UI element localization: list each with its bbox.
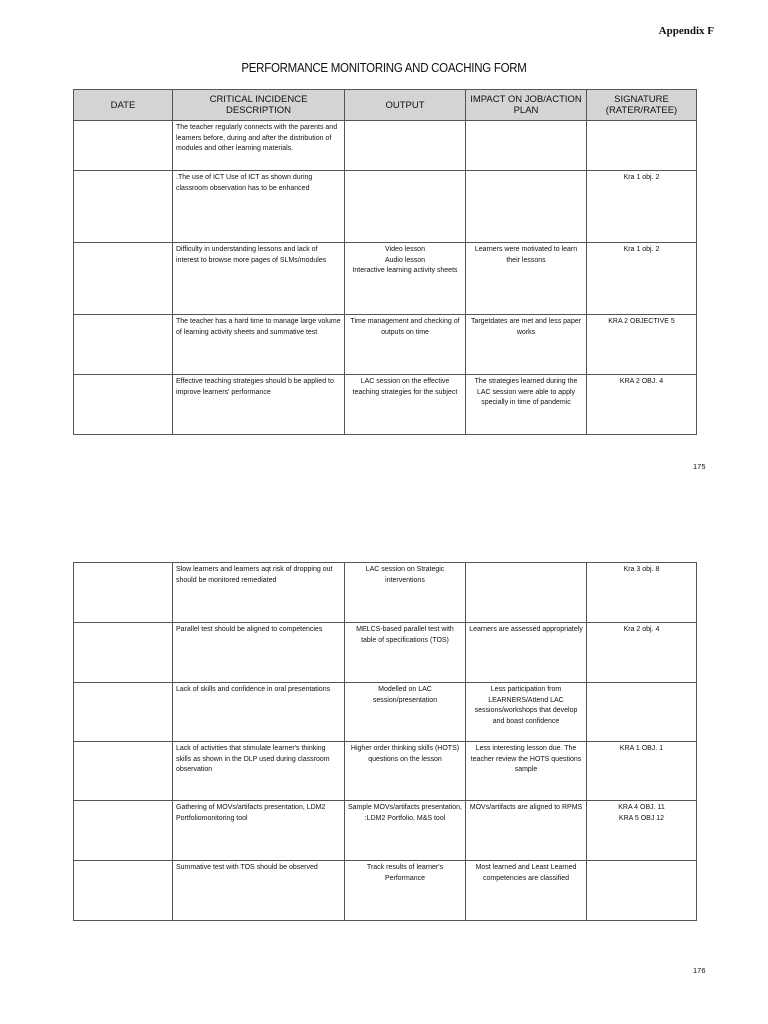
output-cell: Modelled on LAC session/presentation [345,683,466,742]
impact-cell: Less interesting lesson due. The teacher review the HOTS questions sample [466,742,587,801]
impact-cell: Learners were motivated to learn their lessons [466,243,587,315]
output-cell: Higher order thinking skills (HOTS) questions on the lesson [345,742,466,801]
signature-cell: Kra 3 obj. 8 [587,563,697,623]
header-date: DATE [74,90,173,121]
critical-cell: Effective teaching strategies should b be applied to improve learners' performance [173,375,345,435]
critical-cell: Parallel test should be aligned to competencies [173,623,345,683]
header-critical-incidence: CRITICAL INCIDENCE DESCRIPTION [173,90,345,121]
table-row [74,375,697,435]
critical-cell: Lack of activities that stimulate learner's thinking skills as shown in the DLP used during classroom observation [173,742,345,801]
signature-cell: Kra 2 obj. 4 [587,623,697,683]
date-cell [74,243,173,315]
impact-cell: Most learned and Least Learned competencies are classified [466,861,587,921]
signature-cell: KRA 4 OBJ. 11 KRA 5 OBJ 12 [587,801,697,861]
table-row [74,801,697,861]
date-cell [74,171,173,243]
date-cell [74,742,173,801]
date-cell [74,563,173,623]
table-row [74,315,697,375]
signature-cell: Kra 1 obj. 2 [587,171,697,243]
critical-cell: The teacher has a hard time to manage large volume of learning activity sheets and summative test [173,315,345,375]
date-cell [74,801,173,861]
impact-cell [466,121,587,171]
monitoring-table-page-1 [73,89,697,435]
critical-cell: Summative test with TOS should be observed [173,861,345,921]
signature-cell [587,121,697,171]
table-row [74,243,697,315]
impact-cell [466,563,587,623]
output-cell: LAC session on Strategic interventions [345,563,466,623]
table-row [74,171,697,243]
monitoring-table-page-2 [73,562,697,921]
table-row [74,742,697,801]
impact-cell [466,171,587,243]
critical-cell: Lack of skills and confidence in oral presentations [173,683,345,742]
impact-cell: The strategies learned during the LAC session were able to apply specially in time of pandemic [466,375,587,435]
table-row [74,623,697,683]
table-row [74,563,697,623]
date-cell [74,315,173,375]
date-cell [74,375,173,435]
output-cell: LAC session on the effective teaching strategies for the subject [345,375,466,435]
table-row [74,683,697,742]
output-cell: Sample MOVs/artifacts presentation, :LDM2 Portfolio, M&S tool [345,801,466,861]
signature-cell: KRA 2 OBJECTIVE 5 [587,315,697,375]
header-impact: IMPACT ON JOB/ACTION PLAN [466,90,587,121]
output-cell: Video lesson Audio lesson Interactive learning activity sheets [345,243,466,315]
signature-cell: KRA 2 OBJ. 4 [587,375,697,435]
output-cell [345,171,466,243]
impact-cell: Learners are assessed appropriately [466,623,587,683]
page-number: 175 [693,462,706,471]
critical-cell: Difficulty in understanding lessons and lack of interest to browse more pages of SLMs/modules [173,243,345,315]
header-signature: SIGNATURE (RATER/RATEE) [587,90,697,121]
table-header-row [74,90,697,121]
signature-cell: KRA 1 OBJ. 1 [587,742,697,801]
impact-cell: Targetdates are met and less paper works [466,315,587,375]
date-cell [74,683,173,742]
page-number: 176 [693,966,706,975]
date-cell [74,121,173,171]
table-row [74,121,697,171]
critical-cell: Slow learners and learners aqt risk of dropping out should be monitored remediated [173,563,345,623]
header-output: OUTPUT [345,90,466,121]
output-cell: Track results of learner's Performance [345,861,466,921]
output-cell: Time management and checking of outputs on time [345,315,466,375]
output-cell [345,121,466,171]
table-row [74,861,697,921]
date-cell [74,861,173,921]
form-title: PERFORMANCE MONITORING AND COACHING FORM [241,61,527,75]
date-cell [74,623,173,683]
signature-cell: Kra 1 obj. 2 [587,243,697,315]
impact-cell: MOVs/artifacts are aligned to RPMS [466,801,587,861]
output-cell: MELCS-based parallel test with table of specifications (TOS) [345,623,466,683]
critical-cell: Gathering of MOVs/artifacts presentation, LDM2 Portfoliomonitoring tool [173,801,345,861]
critical-cell: The teacher regularly connects with the parents and learners before, during and after the distribution of modules and other learning materials. [173,121,345,171]
signature-cell [587,861,697,921]
impact-cell: Less participation from LEARNERS/Attend LAC sessions/workshops that develop and boast confidence [466,683,587,742]
signature-cell [587,683,697,742]
appendix-label: Appendix F [658,25,714,37]
critical-cell: .The use of ICT Use of ICT as shown during classroom observation has to be enhanced [173,171,345,243]
